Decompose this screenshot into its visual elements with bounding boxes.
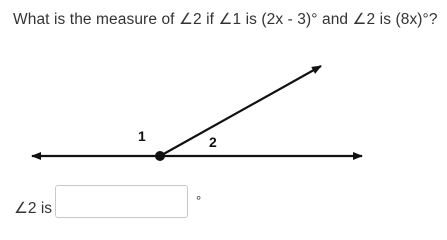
slanted-ray	[160, 66, 321, 156]
angle-2-label: 2	[209, 134, 217, 150]
answer-input[interactable]	[55, 185, 188, 218]
degree-unit: °	[196, 193, 202, 208]
question-text: What is the measure of ∠2 if ∠1 is (2x - 3)° and ∠2 is (8x)°?	[13, 11, 438, 28]
angle-1-label: 1	[138, 128, 146, 144]
vertex-point	[155, 151, 165, 161]
answer-label: ∠2 is	[14, 200, 53, 217]
